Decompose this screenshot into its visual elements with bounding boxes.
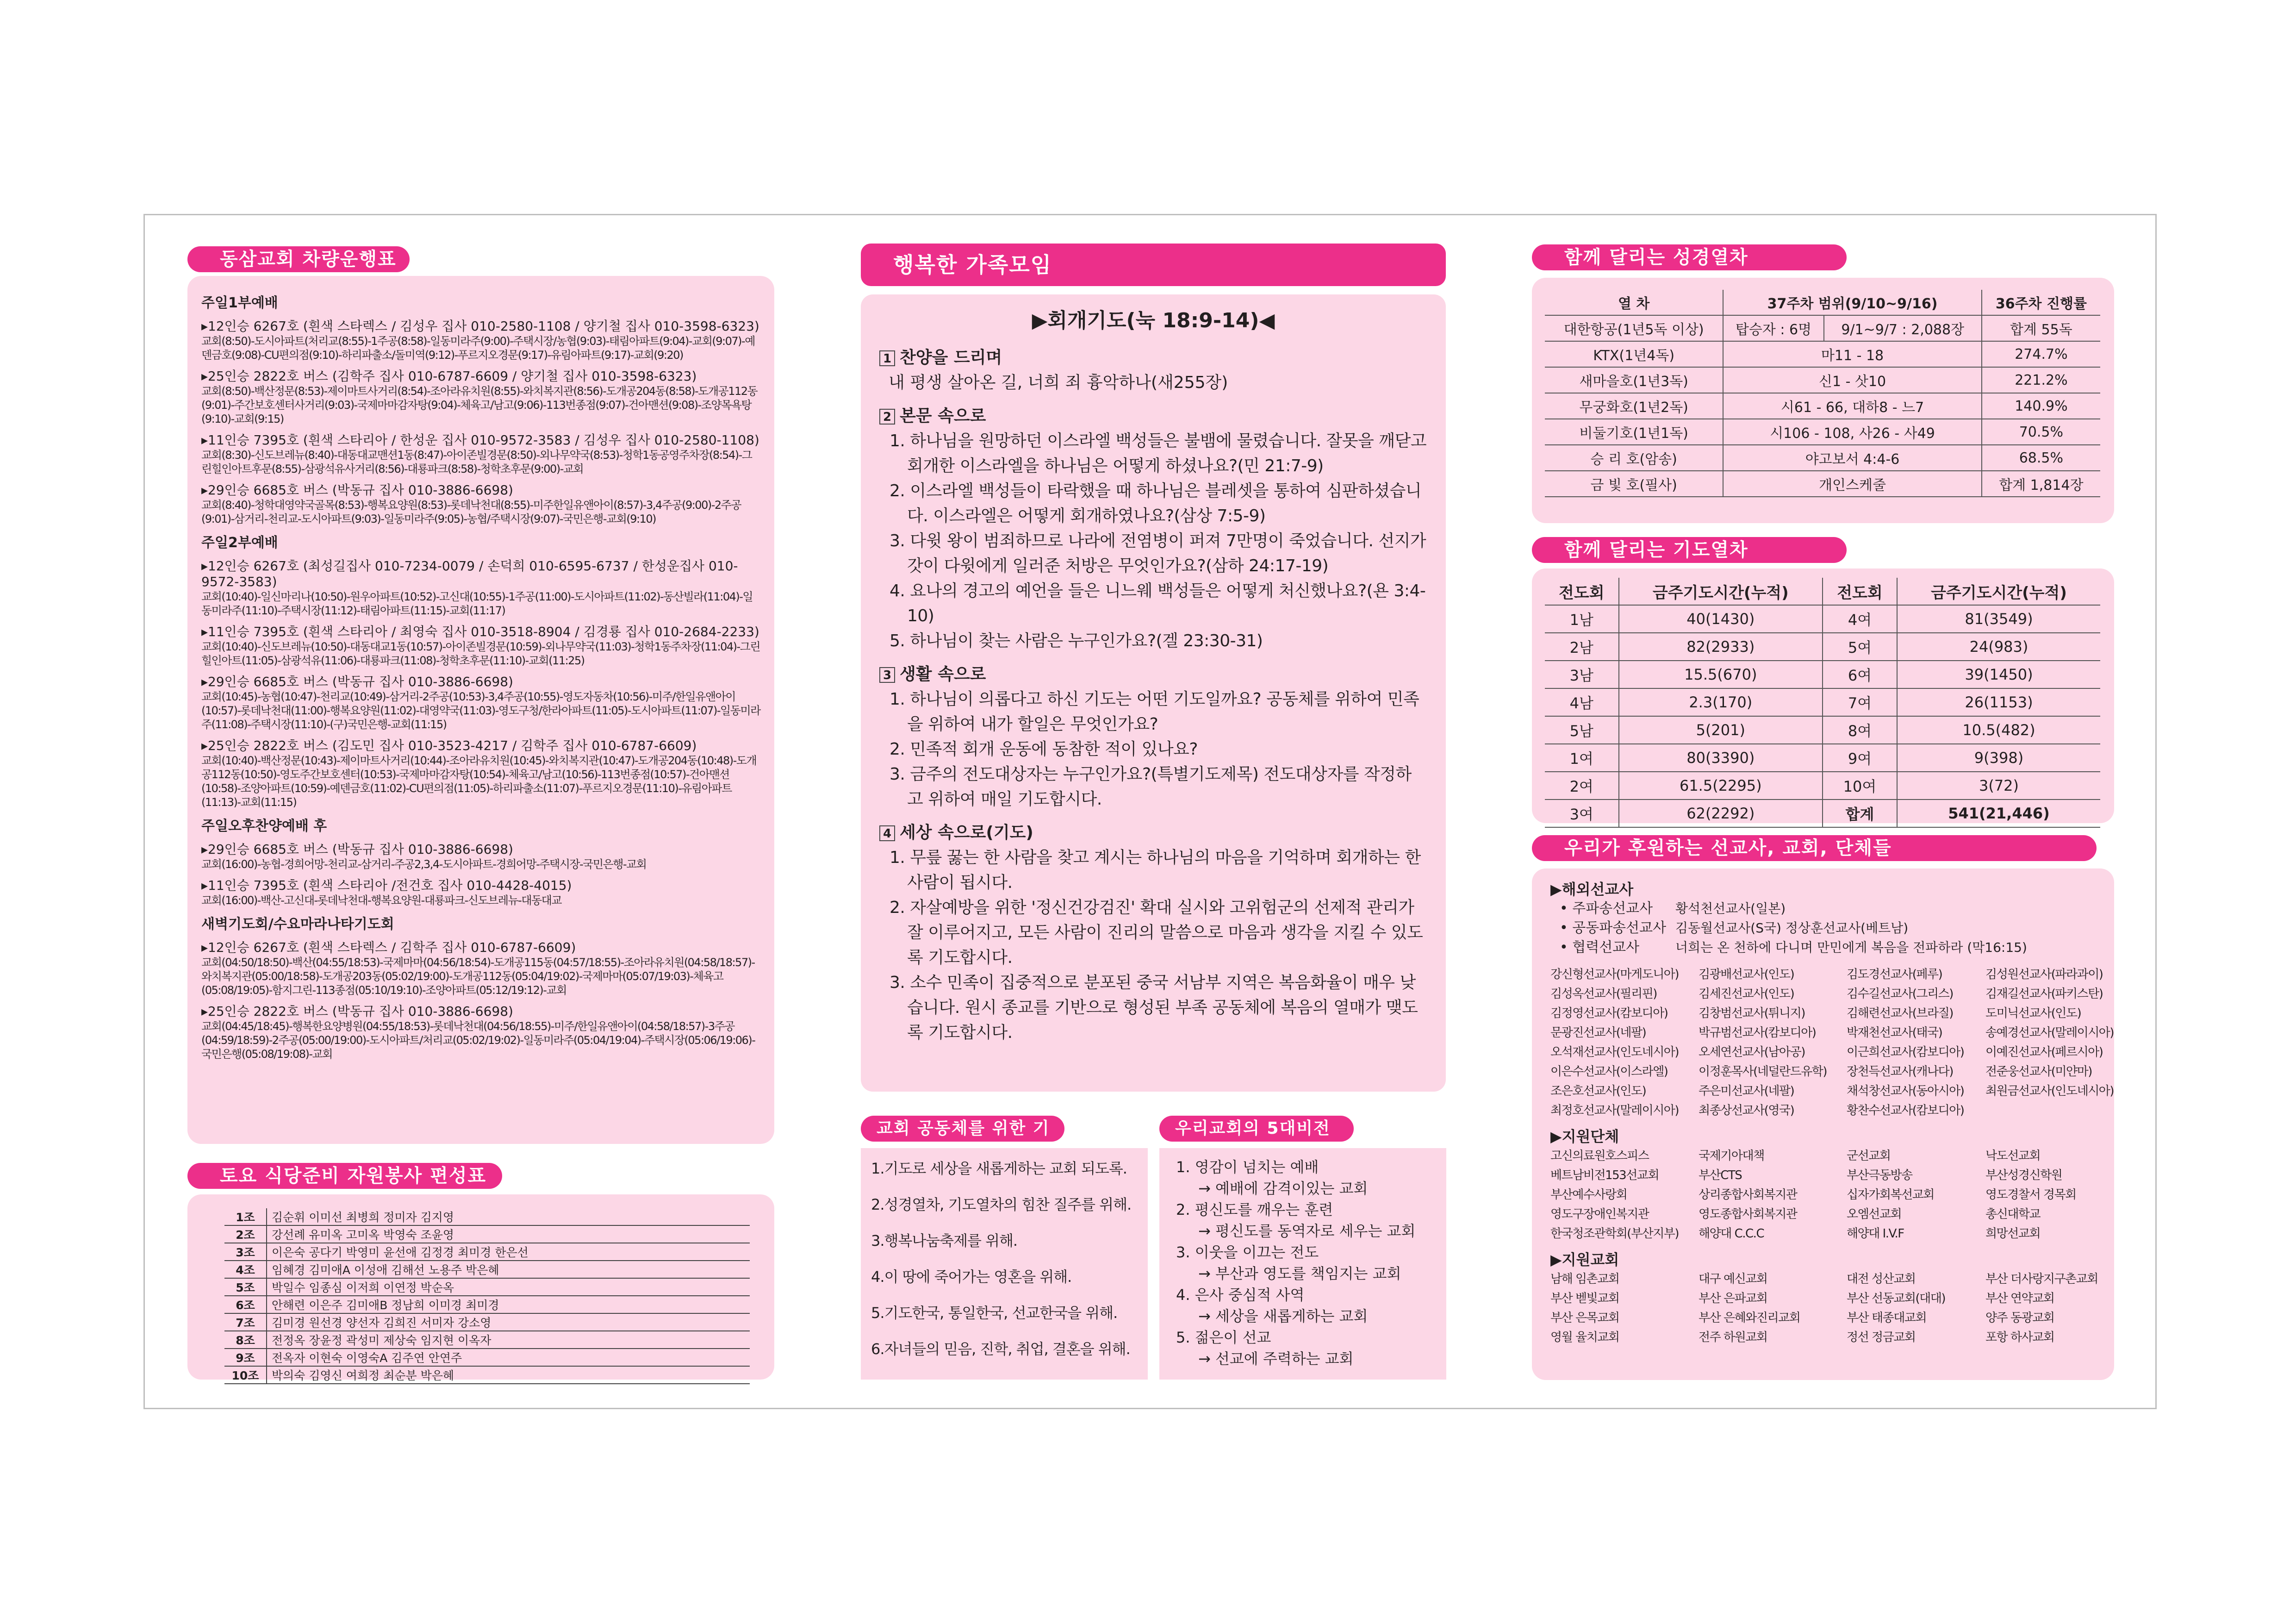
volunteer-names: 김미경 원선경 양선자 김희진 서미자 강소영 xyxy=(267,1313,750,1331)
support-org: 영도구장애인복지관 xyxy=(1550,1207,1649,1221)
section-number: 4 xyxy=(879,825,895,841)
prayer-cell: 2여 xyxy=(1545,772,1619,800)
bible-row xyxy=(1545,445,2100,471)
bus-section-title: 주일오후찬양예배 후 xyxy=(201,818,327,834)
missionary-value: 황석천선교사(일본) xyxy=(1675,901,1786,916)
volunteer-row xyxy=(224,1331,750,1349)
support-org: 총신대학교 xyxy=(1985,1207,2041,1221)
prayer-cell: 2남 xyxy=(1545,633,1619,661)
train-progress: 221.2% xyxy=(1982,367,2100,393)
support-org: 해양대 I.V.F xyxy=(1847,1227,1904,1241)
volunteer-row xyxy=(224,1278,750,1296)
missionary: 김창범선교사(튀니지) xyxy=(1699,1006,1805,1020)
vision-subtitle: → 부산과 영도를 책임지는 교회 xyxy=(1198,1265,1401,1282)
org-title: ▶지원단체 xyxy=(1550,1128,1619,1145)
volunteer-row xyxy=(224,1261,750,1278)
missionary: 최정호선교사(말레이시아) xyxy=(1550,1104,1679,1118)
family-question: 1. 하나님을 원망하던 이스라엘 백성들은 불뱀에 물렸습니다. 잘못을 깨닫고 회개한 이스라엘을 하나님은 어떻게 하셨나요?(민 21:7-9) xyxy=(890,431,1427,475)
vision-item: 1. 영감이 넘치는 예배 xyxy=(1176,1158,1319,1176)
missionary: 이은수선교사(이스라엘) xyxy=(1550,1065,1668,1079)
volunteer-group: 5조 xyxy=(224,1278,267,1296)
support-org: 고신의료원호스피스 xyxy=(1550,1149,1649,1163)
family-meeting-header: 행복한 가족모임 xyxy=(861,244,1446,286)
support-church: 부산 더사랑지구촌교회 xyxy=(1985,1272,2098,1286)
family-section-title xyxy=(879,820,1427,845)
volunteer-group: 6조 xyxy=(224,1296,267,1313)
prayer-cell: 6여 xyxy=(1823,661,1897,688)
prayer-cell: 3(72) xyxy=(1897,772,2100,800)
support-church: 부산 벧빛교회 xyxy=(1550,1292,1619,1305)
train-range-2: 9/1~9/7 : 2,088장 xyxy=(1824,315,1982,341)
missionary-label: • 주파송선교사 xyxy=(1560,900,1653,917)
section-number: 2 xyxy=(879,409,895,425)
train-name: KTX(1년4독) xyxy=(1545,341,1723,367)
prayer-cell: 81(3549) xyxy=(1897,605,2100,633)
family-section-title xyxy=(879,662,1427,687)
vision-header: 우리교회의 5대비전 xyxy=(1159,1116,1354,1142)
train-name: 승 리 호(암송) xyxy=(1545,445,1723,471)
missionary: 이정훈목사(네덜란드유학) xyxy=(1699,1065,1827,1079)
prayer-row xyxy=(1545,800,2100,827)
church-title: ▶지원교회 xyxy=(1550,1251,1619,1268)
bible-header-row xyxy=(1545,290,2100,315)
missionary: 김재길선교사(파키스탄) xyxy=(1985,987,2103,1001)
section-number: 3 xyxy=(879,667,895,683)
volunteer-names: 김순휘 이미선 최병희 정미자 김지영 xyxy=(267,1208,750,1225)
train-range: 시61 - 66, 대하8 - 느7 xyxy=(1723,393,1981,419)
support-header: 우리가 후원하는 선교사, 교회, 단체들 xyxy=(1532,835,2097,861)
bible-row xyxy=(1545,315,2100,341)
support-panel xyxy=(1532,868,2114,1380)
volunteer-names: 안해련 이은주 김미애B 정남희 이미경 최미경 xyxy=(267,1296,750,1313)
support-church: 대전 성산교회 xyxy=(1847,1272,1916,1286)
support-org: 베트남비전153선교회 xyxy=(1550,1168,1659,1182)
support-church-grid xyxy=(1550,1269,2096,1347)
support-org: 영도경찰서 경목회 xyxy=(1985,1188,2076,1202)
family-question: 3. 소수 민족이 집중적으로 분포된 중국 서남부 지역은 복음화율이 매우 낮습니다. 원시 종교를 기반으로 형성된 부족 공동체에 복음의 열매가 맺도록 기도합시다. xyxy=(890,973,1418,1042)
prayer-cell: 10여 xyxy=(1823,772,1897,800)
bus-route: 교회(16:00)-백산-고신대-롯데낙천대-행복요양원-대룡파크-신도브레뉴-대동대교 xyxy=(201,894,562,907)
vision-subtitle: → 예배에 감격이있는 교회 xyxy=(1198,1180,1368,1197)
missionary: 오세연선교사(남아공) xyxy=(1699,1045,1805,1059)
col-train: 열 차 xyxy=(1545,290,1723,315)
bible-row xyxy=(1545,367,2100,393)
bus-route: 교회(8:50)-백산정문(8:53)-제이마트사거리(8:54)-조아라유치원(8:55)-와치복지관(8:56)-도개공204동(8:58)-도개공112동(9:01)-주간보호센터사거리(9:03)-국제마마감자탕(9:04)-체육고/남고(9:06)-113번종점(9:07)-건아맨션(9:08)-조양목욕탕(9:10)-교회(9:15) xyxy=(201,385,758,425)
missionary: 김성원선교사(파라과이) xyxy=(1985,968,2103,981)
prayer-train-panel xyxy=(1532,568,2114,823)
prayer-item: 2.성경열차, 기도열차의 힘찬 질주를 위해. xyxy=(871,1196,1132,1213)
bus-schedule-panel xyxy=(187,276,774,1144)
family-meeting-panel xyxy=(861,294,1446,1092)
volunteer-row xyxy=(224,1313,750,1331)
prayer-item: 5.기도한국, 통일한국, 선교한국을 위해. xyxy=(871,1304,1118,1322)
missionary: 주은미선교사(네팔) xyxy=(1699,1084,1794,1098)
prayer-cell: 5남 xyxy=(1545,716,1619,744)
bible-row xyxy=(1545,471,2100,497)
missionary: 조은호선교사(인도) xyxy=(1550,1084,1646,1098)
prayer-cell: 5(201) xyxy=(1619,716,1823,744)
support-org: 상리종합사회복지관 xyxy=(1699,1188,1797,1202)
support-church: 부산 태종대교회 xyxy=(1847,1311,1927,1325)
family-question: 3. 금주의 전도대상자는 누구인가요?(특별기도제목) 전도대상자를 작정하고 위하여 매일 기도합시다. xyxy=(890,765,1412,809)
support-church: 부산 은목교회 xyxy=(1550,1311,1619,1325)
train-progress: 합계 55독 xyxy=(1982,315,2100,341)
section-title-text: 본문 속으로 xyxy=(900,406,986,425)
missionary xyxy=(1985,1101,2124,1120)
volunteer-row xyxy=(224,1243,750,1261)
prayer-cell: 10.5(482) xyxy=(1897,716,2100,744)
prayer-col: 금주기도시간(누적) xyxy=(1619,578,1823,605)
prayer-cell: 합계 xyxy=(1823,800,1897,827)
bible-train-header: 함께 달리는 성경열차 xyxy=(1532,244,1847,270)
vision-panel xyxy=(1159,1148,1446,1380)
section-title-text: 세상 속으로(기도) xyxy=(900,823,1033,842)
bus-route: 교회(10:40)-신도브레뉴(10:50)-대동대교1동(10:57)-아이존빌경문(10:59)-외나무약국(11:03)-청학1동주차장(11:04)-그린힐인아트(11:05)-삼광석유(11:06)-대룡파크(11:08)-청학초후문(11:10)-교회(11:25) xyxy=(201,640,760,667)
bible-train-panel xyxy=(1532,278,2114,523)
prayer-train-header: 함께 달리는 기도열차 xyxy=(1532,537,1847,563)
missionary-main-row xyxy=(1550,918,2096,938)
volunteer-group: 2조 xyxy=(224,1225,267,1243)
family-question: 2. 민족적 회개 운동에 동참한 적이 있나요? xyxy=(890,740,1198,759)
support-church: 대구 예신교회 xyxy=(1699,1272,1767,1286)
family-question: 2. 자살예방을 위한 '정신건강검진' 확대 실시와 고위험군의 선제적 관리가 잘 이루어지고, 모든 사람이 진리의 말씀으로 마음과 생각을 지킬 수 있도록 기도합시다. xyxy=(890,898,1423,967)
family-question: 내 평생 살아온 길, 너희 죄 흉악하나(새255장) xyxy=(889,373,1228,392)
volunteer-names: 강선례 유미옥 고미옥 박영숙 조윤영 xyxy=(267,1225,750,1243)
train-range: 개인스케줄 xyxy=(1723,471,1981,497)
prayer-row xyxy=(1545,688,2100,716)
bus-route: 교회(10:45)-농협(10:47)-천리교(10:49)-삼거리-2주공(10:53)-3,4주공(10:55)-영도자동차(10:56)-미주/한일유앤아이(10:57)-롯데낙천대(11:00)-행복요양원(11:02)-대영약국(11:03)-영도구청/한라아파트(11:05)-도시아파트(11:07)-일동미라주(11:08)-주택시장(11:10)-(구)국민은행-교회(11:15) xyxy=(201,690,760,731)
bus-route: 교회(8:40)-청학대영약국골목(8:53)-행복요양원(8:53)-롯데낙천대(8:55)-미주한일유앤아이(8:57)-3,4주공(9:00)-2주공(9:01)-삼거리-천리교-도시아파트(9:03)-일동미라주(9:05)-농협/주택시장(9:07)-국민은행-교회(9:10) xyxy=(201,499,741,525)
prayer-col: 전도회 xyxy=(1823,578,1897,605)
support-church: 부산 은혜와진리교회 xyxy=(1699,1311,1800,1325)
missionary-value: 너희는 온 천하에 다니며 만민에게 복음을 전파하라 (막16:15) xyxy=(1675,940,2027,955)
support-org: 국제기아대책 xyxy=(1699,1149,1764,1163)
community-prayer-header: 교회 공동체를 위한 기 xyxy=(861,1116,1064,1142)
support-org: 영도종합사회복지관 xyxy=(1699,1207,1797,1221)
section-title-text: 찬양을 드리며 xyxy=(900,348,1002,367)
bus-route: 교회(8:50)-도시아파트(처리교(8:55)-1주공(8:58)-일동미라주(9:00)-주택시장/농협(9:03)-태림아파트(9:04)-교회(9:07)-예덴금호(9:08)-CU편의점(9:10)-하리파출소/돌미역(9:12)-푸르지오경문(9:17)-유림아파트(9:17)-교회(9:20) xyxy=(201,335,755,362)
train-name: 비둘기호(1년1독) xyxy=(1545,419,1723,445)
prayer-item: 6.자녀들의 믿음, 진학, 취업, 결혼을 위해. xyxy=(871,1340,1130,1358)
bus-route: 교회(10:40)-일신마리나(10:50)-원우아파트(10:52)-고신대(10:55)-1주공(11:00)-도시아파트(11:02)-동산빌라(11:04)-일동미라주(11:10)-주택시장(11:12)-태림아파트(11:15)-교회(11:17) xyxy=(201,590,753,617)
prayer-cell: 4여 xyxy=(1823,605,1897,633)
support-org: 부산CTS xyxy=(1699,1168,1742,1182)
missionary: 이근희선교사(캄보디아) xyxy=(1847,1045,1964,1059)
section-title-text: 생활 속으로 xyxy=(900,665,986,684)
prayer-cell: 24(983) xyxy=(1897,633,2100,661)
prayer-cell: 2.3(170) xyxy=(1619,688,1823,716)
vision-subtitle: → 선교에 주력하는 교회 xyxy=(1198,1350,1354,1368)
prayer-col: 전도회 xyxy=(1545,578,1619,605)
col-progress: 36주차 진행률 xyxy=(1982,290,2100,315)
bus-section-title: 주일2부예배 xyxy=(201,535,278,551)
prayer-cell: 62(2292) xyxy=(1619,800,1823,827)
support-church: 양주 동광교회 xyxy=(1985,1311,2054,1325)
bus-vehicle: ▸12인승 6267호 (최성길집사 010-7234-0079 / 손덕희 010-6595-6737 / 한성운집사 010-9572-3583) xyxy=(201,558,738,589)
support-org: 부산극동방송 xyxy=(1847,1168,1912,1182)
prayer-cell: 541(21,446) xyxy=(1897,800,2100,827)
vision-subtitle: → 평신도를 동역자로 세우는 교회 xyxy=(1198,1222,1416,1240)
volunteer-row xyxy=(224,1349,750,1366)
prayer-cell: 4남 xyxy=(1545,688,1619,716)
prayer-cell: 39(1450) xyxy=(1897,661,2100,688)
volunteer-names: 박일수 임종심 이저희 이연정 박순옥 xyxy=(267,1278,750,1296)
bus-vehicle: ▸29인승 6685호 버스 (박동규 집사 010-3886-6698) xyxy=(201,674,513,689)
prayer-col: 금주기도시간(누적) xyxy=(1897,578,2100,605)
prayer-item: 1.기도로 세상을 새롭게하는 교회 되도록. xyxy=(871,1160,1127,1177)
missionary: 전준웅선교사(미얀마) xyxy=(1985,1065,2092,1079)
missionary-value: 김동월선교사(S국) 정상훈선교사(베트남) xyxy=(1675,920,1909,936)
family-title: ▶회개기도(눅 18:9-14)◀ xyxy=(1032,309,1275,332)
support-org: 부산성경신학원 xyxy=(1985,1168,2062,1182)
col-range: 37주차 범위(9/10~9/16) xyxy=(1723,290,1981,315)
prayer-header-row xyxy=(1545,578,2100,605)
volunteer-group: 3조 xyxy=(224,1243,267,1261)
prayer-cell: 9(398) xyxy=(1897,744,2100,772)
missionary-label: • 공동파송선교사 xyxy=(1560,920,1667,936)
train-range: 신1 - 삿10 xyxy=(1723,367,1981,393)
bus-vehicle: ▸25인승 2822호 버스 (박동규 집사 010-3886-6698) xyxy=(201,1004,513,1019)
missionary: 김광배선교사(인도) xyxy=(1699,968,1794,981)
volunteer-row xyxy=(224,1366,750,1384)
prayer-cell: 8여 xyxy=(1823,716,1897,744)
missionary-main-row xyxy=(1550,938,2096,957)
bus-vehicle: ▸11인승 7395호 (흰색 스타리아 / 한성운 집사 010-9572-3583 / 김성우 집사 010-2580-1108) xyxy=(201,432,759,448)
family-question: 1. 하나님이 의롭다고 하신 기도는 어떤 기도일까요? 공동체를 위하여 민족을 위하여 내가 할일은 무엇인가요? xyxy=(890,690,1419,734)
missionary: 송예경선교사(말레이시아) xyxy=(1985,1026,2114,1040)
missionary: 도미닉선교사(인도) xyxy=(1985,1006,2081,1020)
community-prayer-panel xyxy=(861,1148,1148,1380)
volunteer-table xyxy=(224,1208,750,1384)
bible-train-table xyxy=(1545,290,2100,497)
train-name: 대한항공(1년5독 이상) xyxy=(1545,315,1723,341)
bus-section-title: 새벽기도회/수요마라나타기도회 xyxy=(201,916,394,932)
support-church: 부산 선동교회(대대) xyxy=(1847,1292,1945,1305)
prayer-cell: 82(2933) xyxy=(1619,633,1823,661)
missionary: 최원금선교사(인도네시아) xyxy=(1985,1084,2114,1098)
support-org: 해양대 C.C.C xyxy=(1699,1227,1764,1241)
prayer-row xyxy=(1545,605,2100,633)
volunteer-names: 전옥자 이현숙 이영숙A 김주연 안연주 xyxy=(267,1349,750,1366)
support-church: 전주 하원교회 xyxy=(1699,1330,1767,1344)
bus-vehicle: ▸11인승 7395호 (흰색 스타리아 /전건호 집사 010-4428-4015) xyxy=(201,878,572,893)
support-church: 남해 임촌교회 xyxy=(1550,1272,1619,1286)
prayer-cell: 80(3390) xyxy=(1619,744,1823,772)
prayer-cell: 61.5(2295) xyxy=(1619,772,1823,800)
bus-section-title: 주일1부예배 xyxy=(201,295,278,311)
bus-vehicle: ▸11인승 7395호 (흰색 스타리아 / 최영숙 집사 010-3518-8904 / 김경룡 집사 010-2684-2233) xyxy=(201,624,759,639)
prayer-cell: 15.5(670) xyxy=(1619,661,1823,688)
train-range: 시106 - 108, 사26 - 사49 xyxy=(1723,419,1981,445)
bus-vehicle: ▸29인승 6685호 버스 (박동규 집사 010-3886-6698) xyxy=(201,842,513,857)
prayer-cell: 3남 xyxy=(1545,661,1619,688)
missionary: 장천득선교사(캐나다) xyxy=(1847,1065,1953,1079)
bus-vehicle: ▸25인승 2822호 버스 (김학주 집사 010-6787-6609 / 양기철 집사 010-3598-6323) xyxy=(201,369,697,384)
support-org-grid xyxy=(1550,1146,2096,1243)
volunteer-group: 9조 xyxy=(224,1349,267,1366)
prayer-cell: 7여 xyxy=(1823,688,1897,716)
support-church: 영월 율치교회 xyxy=(1550,1330,1619,1344)
volunteer-names: 이은숙 공다기 박영미 윤선애 김정경 최미경 한은선 xyxy=(267,1243,750,1261)
support-church: 부산 연약교회 xyxy=(1985,1292,2054,1305)
train-name: 무궁화호(1년2독) xyxy=(1545,393,1723,419)
section-number: 1 xyxy=(879,350,895,366)
family-question: 5. 하나님이 찾는 사람은 누구인가요?(겔 23:30-31) xyxy=(890,631,1263,650)
prayer-cell: 40(1430) xyxy=(1619,605,1823,633)
volunteer-group: 8조 xyxy=(224,1331,267,1349)
prayer-cell: 5여 xyxy=(1823,633,1897,661)
volunteer-group: 7조 xyxy=(224,1313,267,1331)
prayer-row xyxy=(1545,661,2100,688)
missionary-label: • 협력선교사 xyxy=(1560,939,1640,956)
volunteer-panel xyxy=(187,1194,774,1380)
bus-vehicle: ▸25인승 2822호 버스 (김도민 집사 010-3523-4217 / 김학주 집사 010-6787-6609) xyxy=(201,738,697,753)
missionary-grid xyxy=(1550,965,2114,1120)
bus-route: 교회(04:50/18:50)-백산(04:55/18:53)-국제마마(04:56/18:54)-도개공115동(04:57/18:55)-조아라유치원(04:58/18:57)-와치복지관(05:00/18:58)-도개공203동(05:02/19:00)-도개공112동(05:04/19:02)-국제마마(05:07/19:03)-체육고(05:08/19:05)-함지그린-113종점(05:10/19:10)-조양아파트(05:12/19:12)-교회 xyxy=(201,956,755,997)
prayer-cell: 9여 xyxy=(1823,744,1897,772)
train-range: 마11 - 18 xyxy=(1723,341,1981,367)
support-org: 오엠선교회 xyxy=(1847,1207,1902,1221)
missionary: 김해련선교사(브라질) xyxy=(1847,1006,1953,1020)
support-org: 십자가회복선교회 xyxy=(1847,1188,1934,1202)
vision-item: 3. 이웃을 이끄는 전도 xyxy=(1176,1243,1319,1261)
family-question: 3. 다윗 왕이 범죄하므로 나라에 전염병이 퍼져 7만명이 죽었습니다. 선지가 갓이 다윗에게 일러준 처방은 무엇인가요?(삼하 24:17-19) xyxy=(890,531,1426,575)
missionary: 박규범선교사(캄보디아) xyxy=(1699,1026,1816,1040)
vision-item: 4. 은사 중심적 사역 xyxy=(1176,1286,1305,1304)
support-org: 군선교회 xyxy=(1847,1149,1891,1163)
train-progress: 70.5% xyxy=(1982,419,2100,445)
bus-route: 교회(8:30)-신도브레뉴(8:40)-대동대교맨션1동(8:47)-아이존빌경문(8:50)-외나무약국(8:53)-청학1동공영주차장(8:54)-그린힐인아트후문(8:55)-삼광석유사거리(8:56)-대룡파크(8:58)-청학초후문(9:00)-교회 xyxy=(201,449,752,475)
train-name: 새마을호(1년3독) xyxy=(1545,367,1723,393)
bus-vehicle: ▸12인승 6267호 (흰색 스타렉스 / 김성우 집사 010-2580-1108 / 양기철 집사 010-3598-6323) xyxy=(201,319,759,334)
missionary: 최종상선교사(영국) xyxy=(1699,1104,1794,1118)
support-org: 희망선교회 xyxy=(1985,1227,2041,1241)
train-progress: 합계 1,814장 xyxy=(1982,471,2100,497)
volunteer-group: 1조 xyxy=(224,1208,267,1225)
vision-subtitle: → 세상을 새롭게하는 교회 xyxy=(1198,1307,1368,1325)
family-question: 4. 요나의 경고의 예언을 들은 니느웨 백성들은 어떻게 처신했나요?(욘 3:4-10) xyxy=(890,581,1426,625)
volunteer-group: 10조 xyxy=(224,1366,267,1384)
missionary: 이예진선교사(페르시아) xyxy=(1985,1045,2103,1059)
missionary: 김수길선교사(그리스) xyxy=(1847,987,1953,1001)
volunteer-header: 토요 식당준비 자원봉사 편성표 xyxy=(187,1163,502,1189)
missionary: 김정영선교사(캄보디아) xyxy=(1550,1006,1668,1020)
prayer-cell: 26(1153) xyxy=(1897,688,2100,716)
train-progress: 274.7% xyxy=(1982,341,2100,367)
missionary: 문광진선교사(네팔) xyxy=(1550,1026,1646,1040)
missionary-title: ▶해외선교사 xyxy=(1550,881,1634,898)
bible-row xyxy=(1545,341,2100,367)
missionary: 김성옥선교사(필리핀) xyxy=(1550,987,1657,1001)
vision-item: 2. 평신도를 깨우는 훈련 xyxy=(1176,1201,1333,1218)
missionary: 오석재선교사(인도네시아) xyxy=(1550,1045,1679,1059)
bus-vehicle: ▸29인승 6685호 버스 (박동규 집사 010-3886-6698) xyxy=(201,482,513,498)
missionary-main-row xyxy=(1550,899,2096,918)
family-question: 2. 이스라엘 백성들이 타락했을 때 하나님은 블레셋을 통하여 심판하셨습니다. 이스라엘은 어떻게 회개하였나요?(삼상 7:5-9) xyxy=(890,481,1422,525)
volunteer-names: 임혜경 김미애A 이성애 김해선 노용주 박은혜 xyxy=(267,1261,750,1278)
family-section-title xyxy=(879,345,1427,370)
bible-row xyxy=(1545,419,2100,445)
train-range: 야고보서 4:4-6 xyxy=(1723,445,1981,471)
family-question: 1. 무릎 꿇는 한 사람을 찾고 계시는 하나님의 마음을 기억하며 회개하는 한 사람이 됩시다. xyxy=(890,848,1421,892)
support-org: 부산예수사랑회 xyxy=(1550,1188,1627,1202)
prayer-row xyxy=(1545,716,2100,744)
prayer-item: 3.행복나눔축제를 위해. xyxy=(871,1232,1018,1249)
volunteer-names: 전정옥 장윤정 곽성미 제상숙 임지현 이옥자 xyxy=(267,1331,750,1349)
missionary: 박재천선교사(태국) xyxy=(1847,1026,1942,1040)
bus-route: 교회(16:00)-농협-경희어망-천리교-삼거리-주공2,3,4-도시아파트-경희어망-주택시장-국민은행-교회 xyxy=(201,858,647,871)
prayer-cell: 1남 xyxy=(1545,605,1619,633)
volunteer-row xyxy=(224,1208,750,1225)
support-church: 포항 하사교회 xyxy=(1985,1330,2054,1344)
bus-route: 교회(10:40)-백산정문(10:43)-제이마트사거리(10:44)-조아라유치원(10:45)-와치복지관(10:47)-도개공204동(10:48)-도개공112동(10:50)-영도주간보호센터(10:53)-국제마마감자탕(10:54)-체육고/남고(10:56)-113번종점(10:57)-건아맨션(10:58)-조양아파트(10:59)-예덴금호(11:02)-CU편의점(11:05)-하리파출소(11:07)-푸르지오경문(11:10)-유림아파트(11:13)-교회(11:15) xyxy=(201,754,757,809)
support-org: 한국청조관학회(부산지부) xyxy=(1550,1227,1679,1241)
bus-route: 교회(04:45/18:45)-행복한요양병원(04:55/18:53)-롯데낙천대(04:56/18:55)-미주/한일유앤아이(04:58/18:57)-3주공(04:59/18:59)-2주공(05:00/19:00)-도시아파트/처리교(05:02/19:02)-일동미라주(05:04/19:04)-주택시장(05:06/19:06)-국민은행(05:08/19:08)-교회 xyxy=(201,1020,755,1061)
train-range: 탑승자 : 6명 xyxy=(1723,315,1823,341)
support-church: 정선 정금교회 xyxy=(1847,1330,1916,1344)
volunteer-names: 박의숙 김영신 여희정 최순분 박은혜 xyxy=(267,1366,750,1384)
missionary: 채석창선교사(동아시아) xyxy=(1847,1084,1964,1098)
prayer-row xyxy=(1545,744,2100,772)
train-progress: 140.9% xyxy=(1982,393,2100,419)
volunteer-row xyxy=(224,1296,750,1313)
family-section-title xyxy=(879,404,1427,429)
prayer-train-table xyxy=(1545,578,2100,828)
prayer-item: 4.이 땅에 죽어가는 영혼을 위해. xyxy=(871,1268,1072,1286)
prayer-cell: 1여 xyxy=(1545,744,1619,772)
train-progress: 68.5% xyxy=(1982,445,2100,471)
volunteer-group: 4조 xyxy=(224,1261,267,1278)
missionary: 김도경선교사(페루) xyxy=(1847,968,1942,981)
prayer-cell: 3여 xyxy=(1545,800,1619,827)
vision-item: 5. 젊은이 선교 xyxy=(1176,1329,1271,1346)
train-name: 금 빛 호(필사) xyxy=(1545,471,1723,497)
missionary: 강신형선교사(마게도니아) xyxy=(1550,968,1679,981)
prayer-row xyxy=(1545,633,2100,661)
volunteer-row xyxy=(224,1225,750,1243)
bible-row xyxy=(1545,393,2100,419)
support-church: 부산 은파교회 xyxy=(1699,1292,1767,1305)
bus-schedule-header: 동삼교회 차량운행표 xyxy=(187,246,410,272)
bus-vehicle: ▸12인승 6267호 (흰색 스타렉스 / 김학주 집사 010-6787-6609) xyxy=(201,940,576,955)
prayer-row xyxy=(1545,772,2100,800)
missionary: 황찬수선교사(캄보디아) xyxy=(1847,1104,1964,1118)
support-org: 낙도선교회 xyxy=(1985,1149,2041,1163)
missionary: 김세진선교사(인도) xyxy=(1699,987,1794,1001)
